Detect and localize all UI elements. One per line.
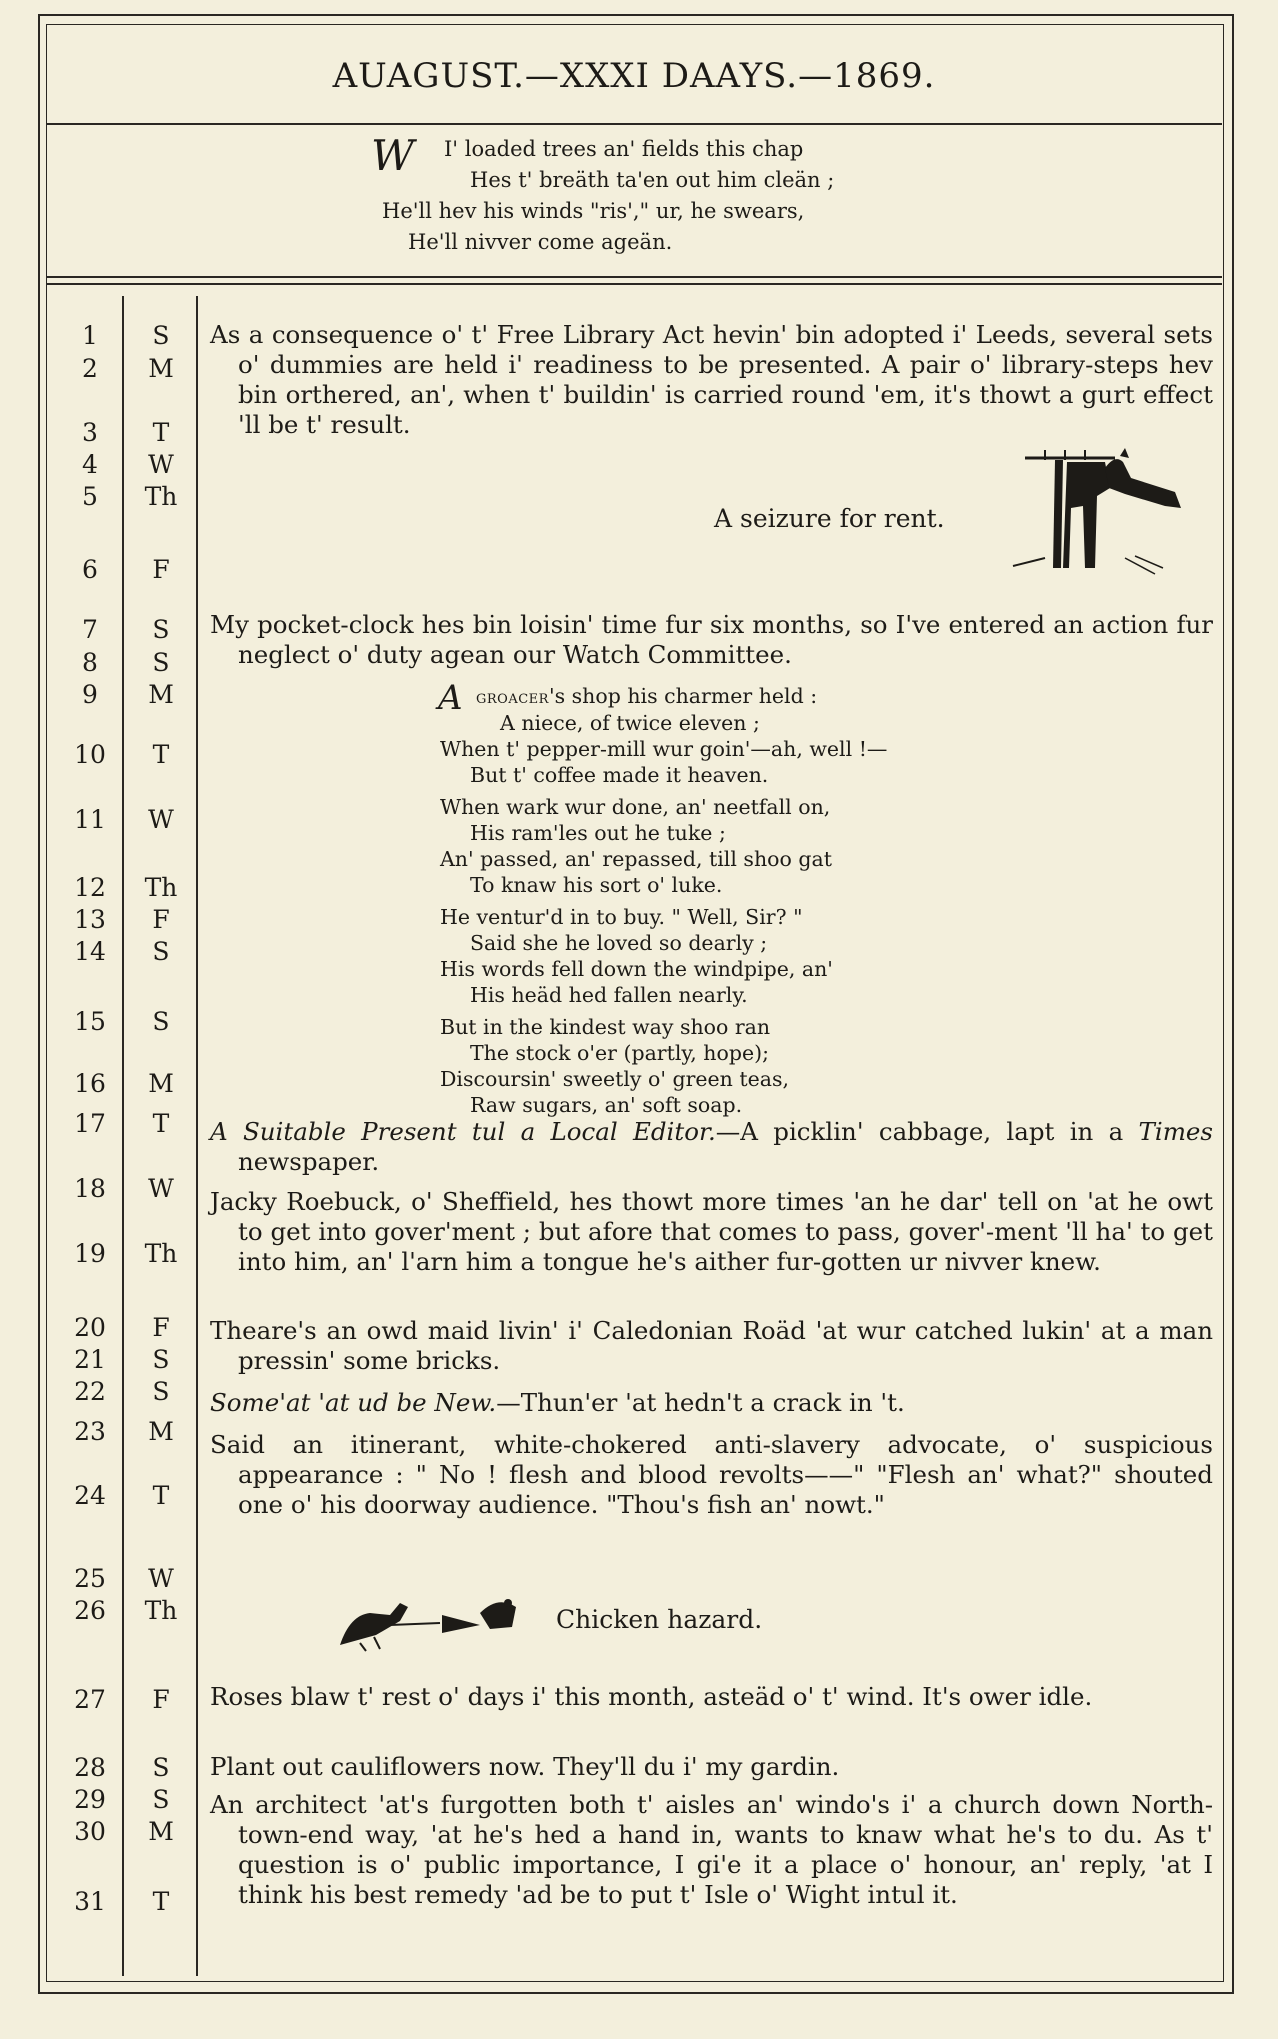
day-weekday: F (152, 1685, 170, 1714)
poem-line: His heäd hed fallen nearly. (470, 983, 748, 1007)
day-weekday: Th (144, 1596, 178, 1625)
title-rule (47, 123, 1222, 125)
day-number: 14 (74, 937, 106, 966)
poem-line: His ram'les out he tuke ; (470, 821, 726, 845)
day-weekday: F (152, 1313, 170, 1342)
day-weekday: S (152, 1007, 170, 1036)
day-number: 28 (74, 1753, 106, 1782)
day-number: 8 (82, 648, 98, 677)
epigraph (371, 131, 940, 258)
epigraph-line: He'll hev his winds "ris'," ur, he swears, (382, 199, 805, 223)
day-number: 23 (74, 1417, 106, 1446)
entry-owd-maid: Theare's an owd maid livin' i' Caledonian Roäd 'at wur catched lukin' at a man pressin' some bricks. (210, 1316, 1213, 1375)
poem-line: His words fell down the windpipe, an' (440, 957, 833, 981)
day-number: 13 (74, 905, 106, 934)
day-number: 20 (74, 1313, 106, 1342)
poem-line: But t' coffee made it heaven. (470, 763, 769, 787)
seizure-illustration (1005, 448, 1185, 588)
day-weekday: S (152, 1377, 170, 1406)
day-weekday: M (148, 680, 174, 709)
day-number: 10 (74, 740, 106, 769)
day-number: 25 (74, 1564, 106, 1593)
epigraph-rule-top (47, 276, 1222, 278)
day-weekday: T (152, 740, 170, 769)
day-weekday: S (152, 648, 170, 677)
entry-heading: Some'at 'at ud be New. (210, 1388, 497, 1417)
day-number: 9 (82, 680, 98, 709)
poem-stanza (440, 904, 960, 1008)
poem-line: He ventur'd in to buy. " Well, Sir? " (440, 905, 803, 929)
day-weekday: M (148, 1417, 174, 1446)
day-weekday: T (152, 1481, 170, 1510)
day-number: 22 (74, 1377, 106, 1406)
day-weekday: W (148, 450, 174, 479)
day-weekday: S (152, 615, 170, 644)
day-weekday: S (152, 1345, 170, 1374)
poem-stanza (440, 683, 960, 788)
day-weekday: S (152, 937, 170, 966)
day-number: 1 (82, 321, 98, 350)
day-weekday: S (152, 321, 170, 350)
day-number: 2 (82, 354, 98, 383)
chicken-illustration (330, 1585, 530, 1655)
epigraph-dropcap: W (371, 131, 415, 180)
poem-line: To knaw his sort o' luke. (470, 873, 723, 897)
day-weekday: M (148, 354, 174, 383)
entry-suitable-present: A Suitable Present tul a Local Editor.—A picklin' cabbage, lapt in a Times newspaper. (210, 1117, 1213, 1176)
day-weekday: Th (144, 873, 178, 902)
day-number: 11 (74, 805, 106, 834)
poem-line: A niece, of twice eleven ; (500, 711, 760, 735)
day-weekday: Th (144, 1239, 178, 1268)
day-weekday: S (152, 1753, 170, 1782)
day-weekday: S (152, 1785, 170, 1814)
poem-line: When wark wur done, an' neetfall on, (440, 795, 831, 819)
entry-roses: Roses blaw t' rest o' days i' this month, asteäd o' t' wind. It's ower idle. (210, 1682, 1093, 1711)
day-weekday: W (148, 805, 174, 834)
day-number: 27 (74, 1685, 106, 1714)
chicken-caption: Chicken hazard. (556, 1605, 763, 1634)
entry-roebuck: Jacky Roebuck, o' Sheffield, hes thowt more times 'an he dar' tell on 'at he owt to get into gover'ment ; but afore that comes to pass, gover'-ment 'll ha' to get into him, an' l'arn him a tongue he's aither fur-gotten ur nivver knew. (210, 1187, 1213, 1276)
day-weekday: M (148, 1817, 174, 1846)
day-number: 16 (74, 1069, 106, 1098)
poem-line: 's shop his charmer held : (548, 684, 818, 708)
day-number: 17 (74, 1109, 106, 1138)
day-weekday: F (152, 905, 170, 934)
day-number: 19 (74, 1239, 106, 1268)
day-number: 24 (74, 1481, 106, 1510)
day-weekday: T (152, 1109, 170, 1138)
entry-heading: A Suitable Present tul a Local Editor. (210, 1117, 716, 1146)
epigraph-line: Hes t' breäth ta'en out him cleän ; (470, 168, 835, 192)
day-weekday: Th (144, 482, 178, 511)
poem-dropcap: A (438, 678, 463, 718)
day-weekday: M (148, 1069, 174, 1098)
page-title: AUAGUST.—XXXI DAAYS.—1869. (332, 56, 936, 96)
day-number: 3 (82, 418, 98, 447)
epigraph-rule-bottom (47, 283, 1222, 285)
weekday-column-rule (196, 296, 198, 1976)
entry-someat-new: Some'at 'at ud be New.—Thun'er 'at hedn't a crack in 't. (210, 1388, 905, 1417)
day-number: 29 (74, 1785, 106, 1814)
poem-smallcaps: groacer (476, 686, 549, 708)
poem-line: An' passed, an' repassed, till shoo gat (440, 847, 832, 871)
poem-line: The stock o'er (partly, hope); (470, 1041, 770, 1065)
day-number: 4 (82, 450, 98, 479)
entry-anti-slavery: Said an itinerant, white-chokered anti-slavery advocate, o' suspicious appearance : " No ! flesh and blood revolts——" "Flesh an' what?" shouted one o' his doorway audience. "Thou's fish an' nowt." (210, 1430, 1213, 1519)
day-number: 31 (74, 1887, 106, 1916)
day-weekday: F (152, 555, 170, 584)
poem-line: Raw sugars, an' soft soap. (470, 1093, 743, 1117)
poem-line: When t' pepper-mill wur goin'—ah, well !— (440, 737, 888, 761)
poem-line: But in the kindest way shoo ran (440, 1015, 771, 1039)
day-number: 12 (74, 873, 106, 902)
day-number: 26 (74, 1596, 106, 1625)
day-weekday: W (148, 1174, 174, 1203)
entry-architect: An architect 'at's furgotten both t' aisles an' windo's i' a church down North-town-end way, 'at he's hed a hand in, wants to knaw what he's to du. As t' question is o' public importance, I gi'e it a place o' honour, an' reply, 'at I think his best remedy 'ad be to put t' Isle o' Wight intul it. (210, 1790, 1213, 1909)
entry-library-act: As a consequence o' t' Free Library Act hevin' bin adopted i' Leeds, several sets o' dummies are held i' readiness to be presented. A pair o' library-steps hev bin orthered, an', when t' buildin' is carried round 'em, it's thowt a gurt effect 'll be t' result. (210, 320, 1213, 439)
seizure-caption: A seizure for rent. (714, 504, 945, 533)
day-number: 6 (82, 555, 98, 584)
day-weekday: T (152, 418, 170, 447)
poem-line: Said she he loved so dearly ; (470, 931, 768, 955)
day-weekday: T (152, 1887, 170, 1916)
day-weekday: W (148, 1564, 174, 1593)
day-number: 18 (74, 1174, 106, 1203)
day-number: 7 (82, 615, 98, 644)
day-number: 5 (82, 482, 98, 511)
day-number: 15 (74, 1007, 106, 1036)
epigraph-line: He'll nivver come ageän. (408, 230, 673, 254)
entry-pocket-clock: My pocket-clock hes bin loisin' time fur six months, so I've entered an action fur neglect o' duty agean our Watch Committee. (210, 610, 1213, 669)
poem (438, 678, 960, 1124)
day-number: 21 (74, 1345, 106, 1374)
poem-stanza (440, 794, 960, 898)
poem-line: Discoursin' sweetly o' green teas, (440, 1067, 790, 1091)
day-number: 30 (74, 1817, 106, 1846)
epigraph-line: I' loaded trees an' fields this chap (444, 137, 804, 161)
poem-stanza (440, 1014, 960, 1118)
entry-cauliflowers: Plant out cauliflowers now. They'll du i' my gardin. (210, 1752, 840, 1781)
